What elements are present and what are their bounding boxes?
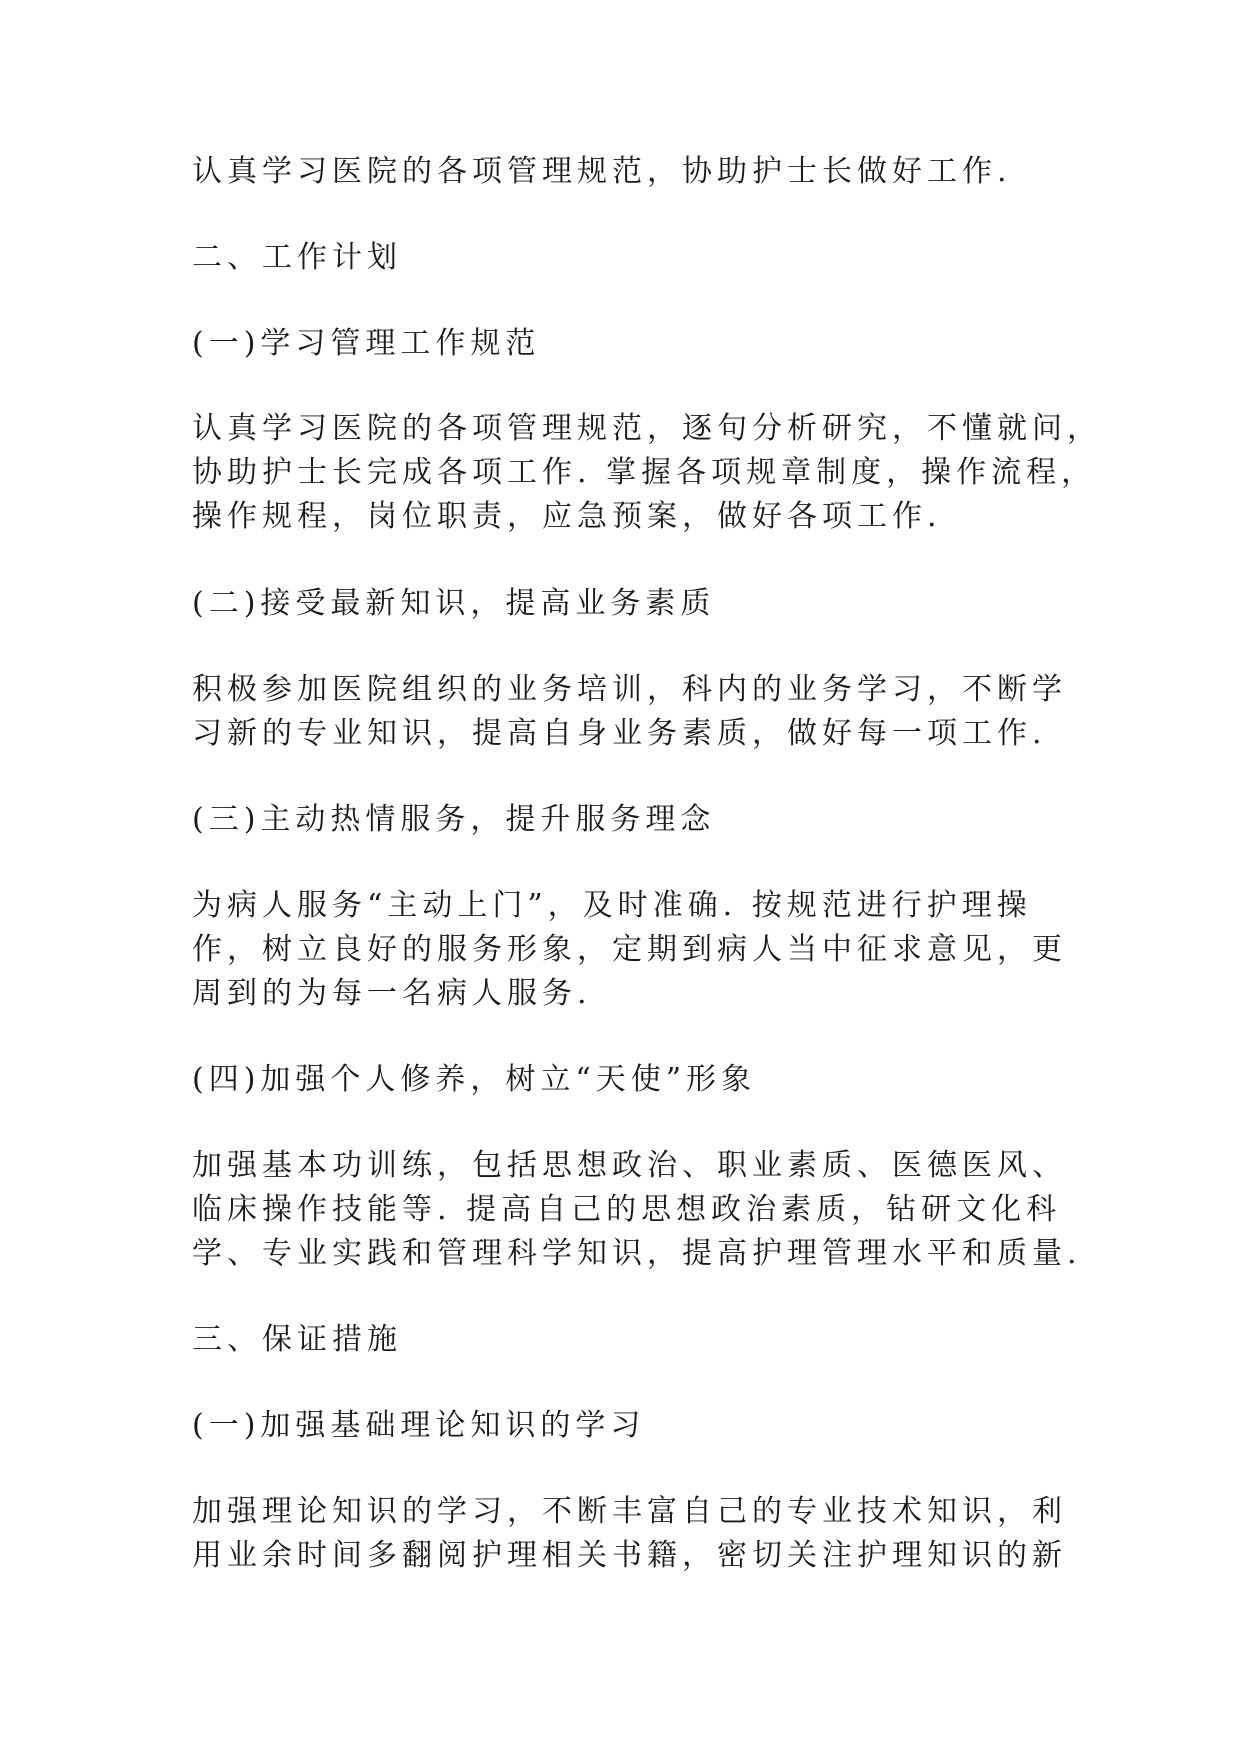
paragraph-line: 为病人服务“主动上门”，及时准确. 按规范进行护理操: [192, 888, 1032, 923]
paragraph-line: 学、专业实践和管理科学知识，提高护理管理水平和质量.: [192, 1236, 1082, 1271]
section-heading: 二、工作计划: [192, 240, 402, 275]
paragraph-line: 加强基本功训练，包括思想政治、职业素质、医德医风、: [192, 1148, 1067, 1183]
paragraph-line: 习新的专业知识，提高自身业务素质，做好每一项工作.: [192, 716, 1047, 751]
paragraph-line: 认真学习医院的各项管理规范，协助护士长做好工作.: [192, 154, 1012, 189]
paragraph-line: 协助护士长完成各项工作. 掌握各项规章制度，操作流程，: [192, 455, 1097, 490]
subsection-heading: (一)加强基础理论知识的学习: [192, 1408, 646, 1443]
subsection-heading: (四)加强个人修养，树立“天使”形象: [192, 1062, 757, 1097]
paragraph-line: 周到的为每一名病人服务.: [192, 976, 592, 1011]
paragraph-line: 积极参加医院组织的业务培训，科内的业务学习，不断学: [192, 672, 1067, 707]
subsection-heading: (一)学习管理工作规范: [192, 326, 541, 361]
paragraph-line: 作，树立良好的服务形象，定期到病人当中征求意见，更: [192, 932, 1067, 967]
paragraph-line: 操作规程，岗位职责，应急预案，做好各项工作.: [192, 499, 942, 534]
section-heading: 三、保证措施: [192, 1322, 402, 1357]
subsection-heading: (三)主动热情服务，提升服务理念: [192, 802, 716, 837]
paragraph-line: 认真学习医院的各项管理规范，逐句分析研究，不懂就问，: [192, 411, 1102, 446]
subsection-heading: (二)接受最新知识，提高业务素质: [192, 586, 716, 621]
paragraph-line: 加强理论知识的学习，不断丰富自己的专业技术知识，利: [192, 1494, 1067, 1529]
paragraph-line: 临床操作技能等. 提高自己的思想政治素质，钻研文化科: [192, 1192, 1062, 1227]
paragraph-line: 用业余时间多翻阅护理相关书籍，密切关注护理知识的新: [192, 1538, 1067, 1573]
